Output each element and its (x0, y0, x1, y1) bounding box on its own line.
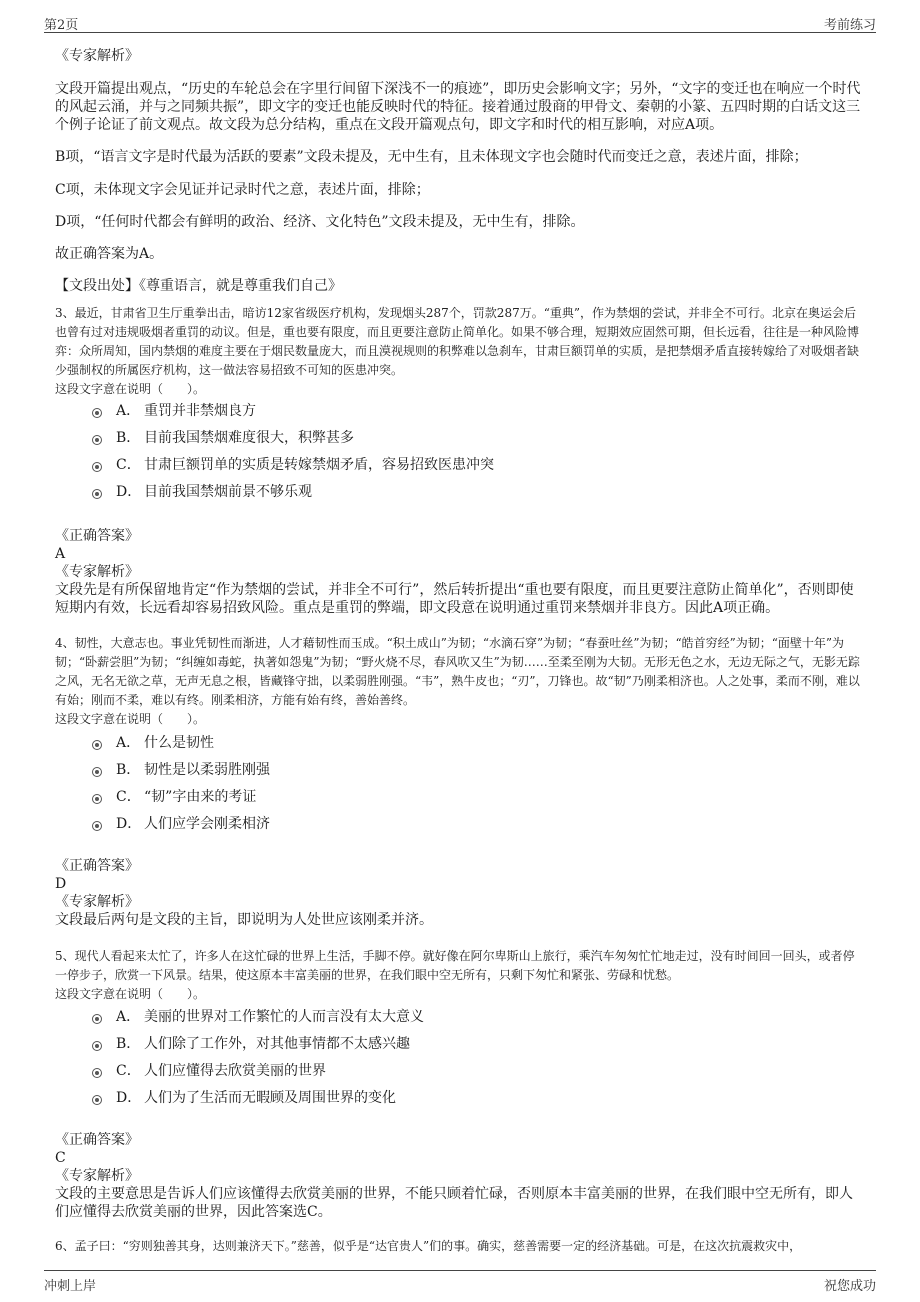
question-stem: 6、孟子曰：“穷则独善其身，达则兼济天下。”慈善，似乎是“达官贵人”们的事。确实，慈善需要一定的经济基础。可是，在这次抗震救灾中， (55, 1239, 802, 1253)
question-prompt: 这段文字意在说明（ ）。 (55, 987, 206, 1001)
question-stem: 3、最近，甘肃省卫生厅重拳出击，暗访12家省级医疗机构，发现烟头287个，罚款287万。“重典”，作为禁烟的尝试，并非全不可行。北京在奥运会后也曾有过对违规吸烟者重罚的动议。但是，重也要有限度，而且更要注意防止简单化。如果不够合理，短期效应固然可期，但长远看，往往是一种风险博弈：众所周知，国内禁烟的难度主要在于烟民数量庞大，而且漠视规则的积弊难以急刹车，甘肃巨额罚单的实质，是把禁烟矛盾直接转嫁给了对吸烟者缺少强制权的所属医疗机构，这一做法容易招致不可知的医患冲突。 这段文字意在说明（ ）。 (55, 304, 865, 399)
option-list (92, 730, 852, 838)
radio-icon[interactable] (92, 462, 102, 472)
answer-section (55, 1131, 865, 1221)
analysis-label: 《专家解析》 (55, 1168, 139, 1184)
option-d[interactable]: D． 人们应学会刚柔相济 (92, 811, 852, 838)
radio-icon[interactable] (92, 489, 102, 499)
header-title: 考前练习 (823, 18, 876, 33)
radio-icon[interactable] (92, 1095, 102, 1105)
question-stem: 5、现代人看起来太忙了，许多人在这忙碌的世界上生活，手脚不停。就好像在阿尔卑斯山上旅行，乘汽车匆匆忙忙地走过，没有时间回一回头，或者停一停步子，欣赏一下风景。结果，使这原本丰富美丽的世界，在我们眼中空无所有，只剩下匆忙和紧张、劳碌和忧愁。 这段文字意在说明（ ）。 (55, 947, 865, 1004)
answer-value: A (55, 546, 66, 562)
answer-value: D (55, 876, 67, 892)
option-d[interactable]: D． 人们为了生活而无暇顾及周围世界的变化 (92, 1085, 852, 1112)
source-note: 【文段出处】《尊重语言，就是尊重我们自己》 (55, 278, 342, 294)
analysis-paragraph: D项，“任何时代都会有鲜明的政治、经济、文化特色”文段未提及，无中生有，排除。 (55, 214, 585, 230)
radio-icon[interactable] (92, 740, 102, 750)
answer-label: 《正确答案》 (55, 528, 139, 544)
option-a[interactable]: A． 重罚并非禁烟良方 (92, 398, 852, 425)
analysis-label: 《专家解析》 (55, 564, 139, 580)
analysis-label: 《专家解析》 (55, 894, 139, 910)
option-b[interactable]: B． 韧性是以柔弱胜刚强 (92, 757, 852, 784)
option-list (92, 1004, 852, 1112)
answer-label: 《正确答案》 (55, 858, 139, 874)
option-list (92, 398, 852, 506)
answer-section (55, 527, 865, 617)
radio-icon[interactable] (92, 794, 102, 804)
answer-label: 《正确答案》 (55, 1132, 139, 1148)
option-c[interactable]: C． 甘肃巨额罚单的实质是转嫁禁烟矛盾，容易招致医患冲突 (92, 452, 852, 479)
page-header (44, 12, 876, 33)
question-prompt: 这段文字意在说明（ ）。 (55, 712, 206, 726)
analysis-paragraph: 文段开篇提出观点，“历史的车轮总会在字里行间留下深浅不一的痕迹”，即历史会影响文字；另外，“文字的变迁也在响应一个时代的风起云涌，并与之同频共振”，即文字的变迁也能反映时代的特征。接着通过殷商的甲骨文、秦朝的小篆、五四时期的白话文这三个例子论证了前文观点。故文段为总分结构，重点在文段开篇观点句，即文字和时代的相互影响，对应A项。 (55, 81, 861, 133)
answer-conclusion: 故正确答案为A。 (55, 246, 164, 262)
option-b[interactable]: B． 目前我国禁烟难度很大，积弊甚多 (92, 425, 852, 452)
footer-left: 冲刺上岸 (44, 1279, 97, 1294)
footer-right: 祝您成功 (823, 1279, 876, 1294)
analysis-text: 文段的主要意思是告诉人们应该懂得去欣赏美丽的世界，不能只顾着忙碌，否则原本丰富美丽的世界，在我们眼中空无所有，即人们应懂得去欣赏美丽的世界，因此答案选C。 (55, 1186, 853, 1220)
radio-icon[interactable] (92, 408, 102, 418)
option-d[interactable]: D． 目前我国禁烟前景不够乐观 (92, 479, 852, 506)
option-b[interactable]: B． 人们除了工作外，对其他事情都不太感兴趣 (92, 1031, 852, 1058)
analysis-paragraph: B项，“语言文字是时代最为活跃的要素”文段未提及，无中生有，且未体现文字也会随时代而变迁之意，表述片面，排除； (55, 149, 808, 165)
radio-icon[interactable] (92, 1068, 102, 1078)
analysis-label: 《专家解析》 (55, 48, 139, 64)
analysis-paragraph: C项，未体现文字会见证并记录时代之意，表述片面，排除； (55, 182, 430, 198)
question-stem: 4、韧性，大意志也。事业凭韧性而渐进，人才藉韧性而玉成。“积土成山”为韧；“水滴石穿”为韧；“春蚕吐丝”为韧；“皓首穷经”为韧；“面壁十年”为韧；“卧薪尝胆”为韧；“纠缠如毒蛇，执著如怨鬼”为韧；“野火烧不尽，春风吹又生”为韧……至柔至刚为大韧。无形无色之水，无边无际之气，无影无踪之风，无名无欲之草，无声无息之根，皆藏锋守拙，以柔弱胜刚强。“韦”，熟牛皮也；“刃”，刀锋也。故“韧”乃刚柔相济也。人之处事，柔而不刚，难以有始；刚而不柔，难以有终。刚柔相济，方能有始有终，善始善终。 这段文字意在说明（ ）。 (55, 634, 865, 729)
radio-icon[interactable] (92, 435, 102, 445)
answer-section (55, 857, 865, 929)
radio-icon[interactable] (92, 767, 102, 777)
prev-analysis (55, 47, 865, 65)
option-c[interactable]: C． 人们应懂得去欣赏美丽的世界 (92, 1058, 852, 1085)
page-footer (44, 1270, 876, 1293)
analysis-text: 文段最后两句是文段的主旨，即说明为人处世应该刚柔并济。 (55, 912, 433, 928)
option-a[interactable]: A． 美丽的世界对工作繁忙的人而言没有太大意义 (92, 1004, 852, 1031)
answer-value: C (55, 1150, 66, 1166)
option-c[interactable]: C． “韧”字由来的考证 (92, 784, 852, 811)
analysis-text: 文段先是有所保留地肯定“作为禁烟的尝试，并非全不可行”，然后转折提出“重也要有限度，而且更要注意防止简单化”，否则即使短期内有效，长远看却容易招致风险。重点是重罚的弊端，即文段意在说明通过重罚来禁烟并非良方。因此A项正确。 (55, 582, 854, 616)
radio-icon[interactable] (92, 1041, 102, 1051)
question-prompt: 这段文字意在说明（ ）。 (55, 382, 206, 396)
radio-icon[interactable] (92, 821, 102, 831)
radio-icon[interactable] (92, 1014, 102, 1024)
page-number: 第2页 (44, 18, 79, 33)
option-a[interactable]: A． 什么是韧性 (92, 730, 852, 757)
